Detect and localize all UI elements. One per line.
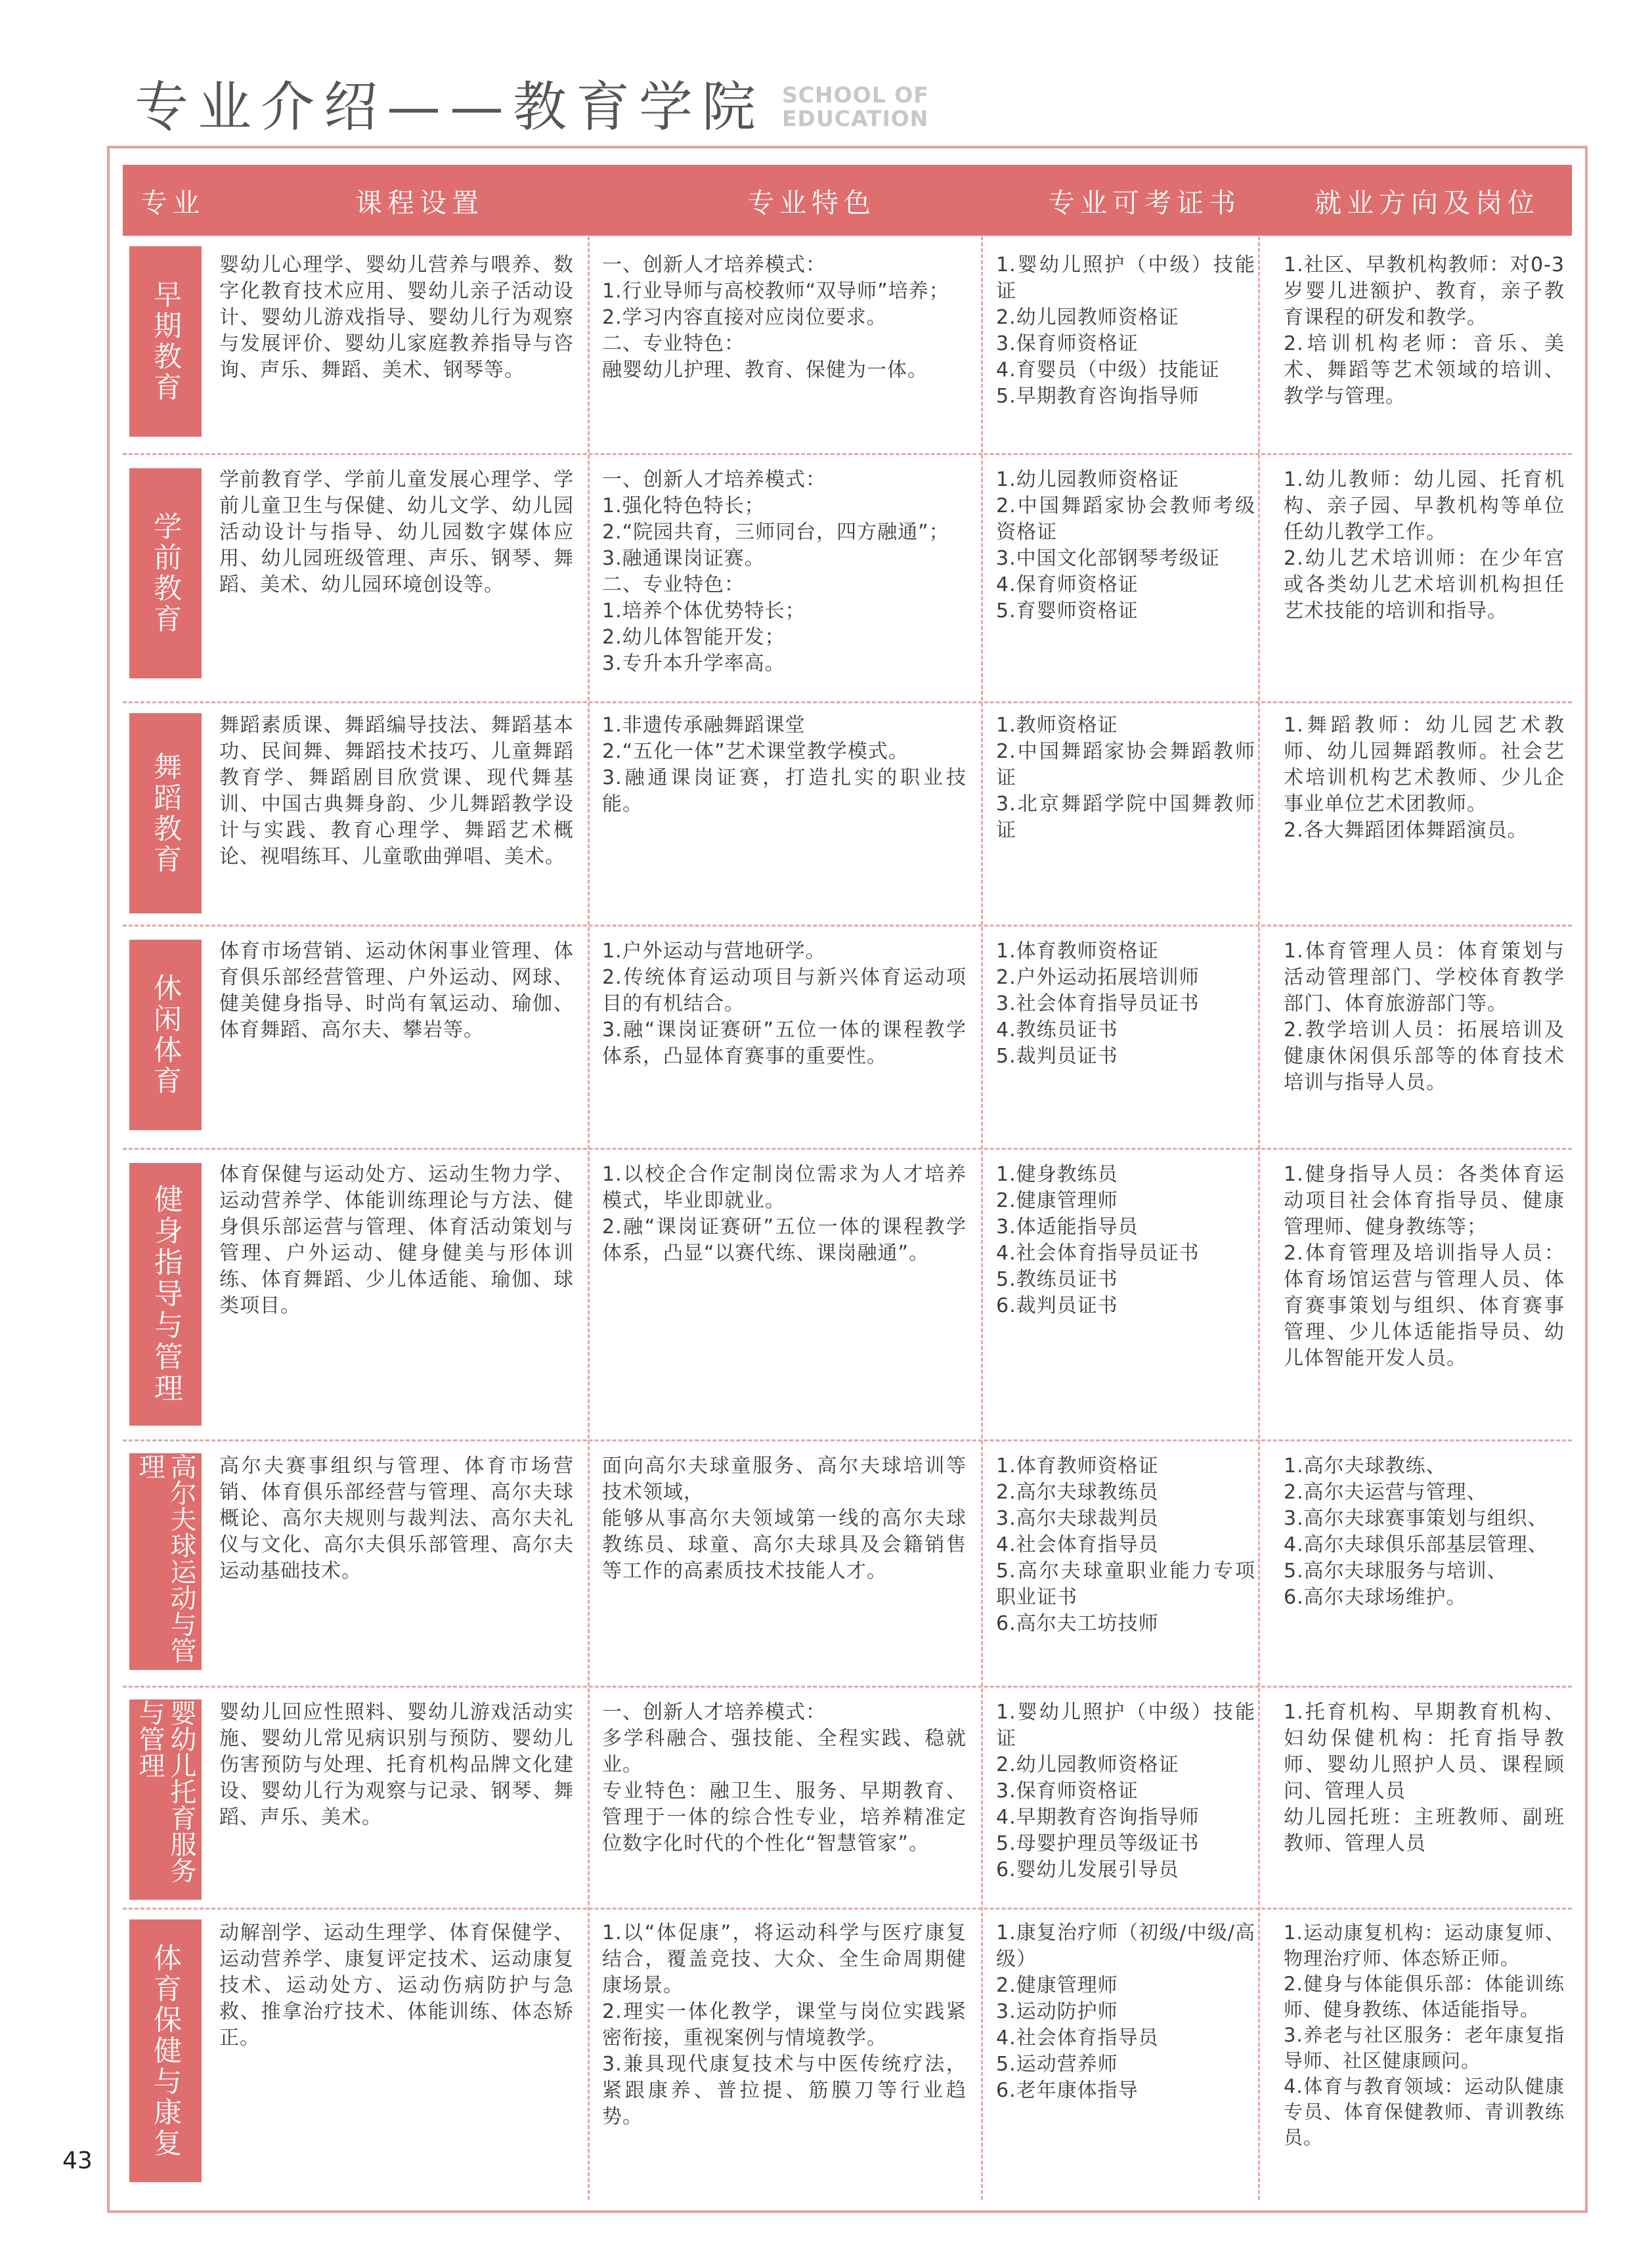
features-cell: 1.户外运动与营地研学。 2.传统体育运动项目与新兴体育运动项目的有机结合。 3.融“课岗证赛研”五位一体的课程教学体系，凸显体育赛事的重要性。: [602, 940, 967, 1068]
features-cell: 1.非遗传承融舞蹈课堂 2.“五化一体”艺术课堂教学模式。 3.融通课岗证赛，打造扎实的职业技能。: [602, 714, 967, 816]
jobs-cell: 1.体育管理人员：体育策划与活动管理部门、学校体育教学部门、体育旅游部门等。 2.教学培训人员：拓展培训及健康休闲俱乐部等的体育技术培训与指导人员。: [1284, 940, 1565, 1094]
certs-cell: 1.婴幼儿照护（中级）技能证 2.幼儿园教师资格证 3.保育师资格证 4.早期教育咨询指导师 5.母婴护理员等级证书 6.婴幼儿发展引导员: [996, 1701, 1255, 1881]
major-label: 体育保健与康复: [129, 1919, 202, 2182]
table-row: [123, 925, 1572, 1150]
courses-cell: 体育保健与运动处方、运动生物力学、运动营养学、体能训练理论与方法、健身俱乐部运营与管理、体育活动策划与管理、户外运动、健身健美与形体训练、体育舞蹈、少儿体适能、瑜伽、球类项目。: [219, 1163, 574, 1317]
table-row: [123, 453, 1572, 703]
table-row: [123, 1686, 1572, 1910]
certs-cell: 1.体育教师资格证 2.高尔夫球教练员 3.高尔夫球裁判员 4.社会体育指导员 5.高尔夫球童职业能力专项职业证书 6.高尔夫工坊技师: [996, 1455, 1255, 1635]
jobs-cell: 1.幼儿教师：幼儿园、托育机构、亲子园、早教机构等单位任幼儿教学工作。 2.幼儿艺术培训师：在少年宫或各类幼儿艺术培训机构担任艺术技能的培训和指导。: [1284, 468, 1565, 623]
features-cell: 1.以“体促康”，将运动科学与医疗康复结合，覆盖竞技、大众、全生命周期健康场景。 2.理实一体化教学，课堂与岗位实践紧密衔接，重视案例与情境教学。 3.兼具现代康复技术与中医传统疗法，紧跟康养、普拉提、筋膜刀等行业趋势。: [602, 1921, 967, 2128]
table-row: [123, 1908, 1572, 2202]
features-cell: 一、创新人才培养模式： 多学科融合、强技能、全程实践、稳就业。 专业特色：融卫生、服务、早期教育、管理于一体的综合性专业，培养精准定位数字化时代的个性化“智慧管家”。: [602, 1701, 967, 1855]
major-label: 学前教育: [129, 468, 202, 678]
jobs-cell: 1.舞蹈教师：幼儿园艺术教师、幼儿园舞蹈教师。社会艺术培训机构艺术教师、少儿企事业单位艺术团教师。 2.各大舞蹈团体舞蹈演员。: [1284, 714, 1565, 842]
major-label: 高尔夫球运动与管理: [129, 1453, 202, 1670]
courses-cell: 婴幼儿回应性照料、婴幼儿游戏活动实施、婴幼儿常见病识别与预防、婴幼儿伤害预防与处理、托育机构品牌文化建设、婴幼儿行为观察与记录、钢琴、舞蹈、声乐、美术。: [219, 1701, 574, 1829]
table-row: [123, 236, 1572, 453]
courses-cell: 学前教育学、学前儿童发展心理学、学前儿童卫生与保健、幼儿文学、幼儿园活动设计与指导、幼儿园数字媒体应用、幼儿园班级管理、声乐、钢琴、舞蹈、美术、幼儿园环境创设等。: [219, 468, 574, 596]
jobs-cell: 1.运动康复机构：运动康复师、物理治疗师、体态矫正师。 2.健身与体能俱乐部：体能训练师、健身教练、体适能指导。 3.养老与社区服务：老年康复指导师、社区健康顾问。 4.体育与教育领域：运动队健康专员、体育保健教师、青训教练员。: [1284, 1921, 1565, 2149]
courses-cell: 体育市场营销、运动休闲事业管理、体育俱乐部经营管理、户外运动、网球、健美健身指导、时尚有氧运动、瑜伽、体育舞蹈、高尔夫、攀岩等。: [219, 940, 574, 1041]
major-label: 早期教育: [129, 246, 202, 437]
major-label: 健身指导与管理: [129, 1163, 202, 1426]
jobs-cell: 1.托育机构、早期教育机构、妇幼保健机构：托育指导教师、婴幼儿照护人员、课程顾问、管理人员 幼儿园托班：主班教师、副班教师、管理人员: [1284, 1701, 1565, 1855]
page-title-en: SCHOOL OF EDUCATION: [782, 82, 929, 131]
page-title: 专业介绍——教育学院: [135, 76, 766, 139]
certs-cell: 1.康复治疗师（初级/中级/高级） 2.健康管理师 3.运动防护师 4.社会体育指导员 5.运动营养师 6.老年康体指导: [996, 1921, 1255, 2102]
certs-cell: 1.教师资格证 2.中国舞蹈家协会舞蹈教师证 3.北京舞蹈学院中国舞教师证: [996, 714, 1255, 842]
major-label: 舞蹈教育: [129, 713, 202, 913]
features-cell: 1.以校企合作定制岗位需求为人才培养模式，毕业即就业。 2.融“课岗证赛研”五位一体的课程教学体系，凸显“以赛代练、课岗融通”。: [602, 1163, 967, 1265]
major-label: 休闲体育: [129, 940, 202, 1130]
features-cell: 一、创新人才培养模式： 1.强化特色特长； 2.“院园共育，三师同台，四方融通”； 3.融通课岗证赛。 二、专业特色： 1.培养个体优势特长； 2.幼儿体智能开发； 3.专升本升学率高。: [602, 468, 949, 675]
certs-cell: 1.婴幼儿照护（中级）技能证 2.幼儿园教师资格证 3.保育师资格证 4.育婴员（中级）技能证 5.早期教育咨询指导师: [996, 253, 1255, 408]
page-title-block: [135, 62, 929, 139]
certs-cell: 1.体育教师资格证 2.户外运动拓展培训师 3.社会体育指导员证书 4.教练员证书 5.裁判员证书: [996, 940, 1200, 1068]
table-header: [123, 165, 1572, 236]
header-courses: 课程设置: [355, 186, 484, 219]
header-major: 专业: [141, 186, 205, 219]
table-row: [123, 1148, 1572, 1441]
certs-cell: 1.幼儿园教师资格证 2.中国舞蹈家协会教师考级资格证 3.中国文化部钢琴考级证 4.保育师资格证 5.育婴师资格证: [996, 468, 1255, 623]
table-row: [123, 701, 1572, 927]
header-certs: 专业可考证书: [1048, 186, 1241, 219]
courses-cell: 动解剖学、运动生理学、体育保健学、运动营养学、康复评定技术、运动康复技术、运动处方、运动伤病防护与急救、推拿治疗技术、体能训练、体态矫正。: [219, 1921, 574, 2049]
certs-cell: 1.健身教练员 2.健康管理师 3.体适能指导员 4.社会体育指导员证书 5.教练员证书 6.裁判员证书: [996, 1163, 1200, 1317]
courses-cell: 高尔夫赛事组织与管理、体育市场营销、体育俱乐部经营与管理、高尔夫球概论、高尔夫规则与裁判法、高尔夫礼仪与文化、高尔夫俱乐部管理、高尔夫运动基础技术。: [219, 1455, 574, 1583]
courses-cell: 舞蹈素质课、舞蹈编导技法、舞蹈基本功、民间舞、舞蹈技术技巧、儿童舞蹈教育学、舞蹈剧目欣赏课、现代舞基训、中国古典舞身韵、少儿舞蹈教学设计与实践、教育心理学、舞蹈艺术概论、视唱练耳、儿童歌曲弹唱、美术。: [219, 714, 574, 868]
features-cell: 面向高尔夫球童服务、高尔夫球培训等技术领域， 能够从事高尔夫领域第一线的高尔夫球教练员、球童、高尔夫球具及会籍销售等工作的高素质技术技能人才。: [602, 1455, 967, 1583]
table-row: [123, 1439, 1572, 1688]
jobs-cell: 1.社区、早教机构教师：对0-3岁婴儿进额护、教育，亲子教育课程的研发和教学。 2.培训机构老师：音乐、美术、舞蹈等艺术领域的培训、教学与管理。: [1284, 253, 1565, 408]
jobs-cell: 1.健身指导人员：各类体育运动项目社会体育指导员、健康管理师、健身教练等； 2.体育管理及培训指导人员：体育场馆运营与管理人员、体育赛事策划与组织、体育赛事管理、少儿体适能指导员、幼儿体智能开发人员。: [1284, 1163, 1565, 1370]
major-label: 婴幼儿托育服务与管理: [129, 1699, 202, 1900]
page-number: 43: [62, 2147, 93, 2174]
features-cell: 一、创新人才培养模式： 1.行业导师与高校教师“双导师”培养； 2.学习内容直接对应岗位要求。 二、专业特色： 融婴幼儿护理、教育、保健为一体。: [602, 253, 949, 382]
courses-cell: 婴幼儿心理学、婴幼儿营养与喂养、数字化教育技术应用、婴幼儿亲子活动设计、婴幼儿游戏指导、婴幼儿行为观察与发展评价、婴幼儿家庭教养指导与咨询、声乐、舞蹈、美术、钢琴等。: [219, 253, 574, 382]
header-jobs: 就业方向及岗位: [1315, 186, 1540, 219]
jobs-cell: 1.高尔夫球教练、 2.高尔夫运营与管理、 3.高尔夫球赛事策划与组织、 4.高尔夫球俱乐部基层管理、 5.高尔夫球服务与培训、 6.高尔夫球场维护。: [1284, 1455, 1548, 1609]
header-features: 专业特色: [747, 186, 876, 219]
